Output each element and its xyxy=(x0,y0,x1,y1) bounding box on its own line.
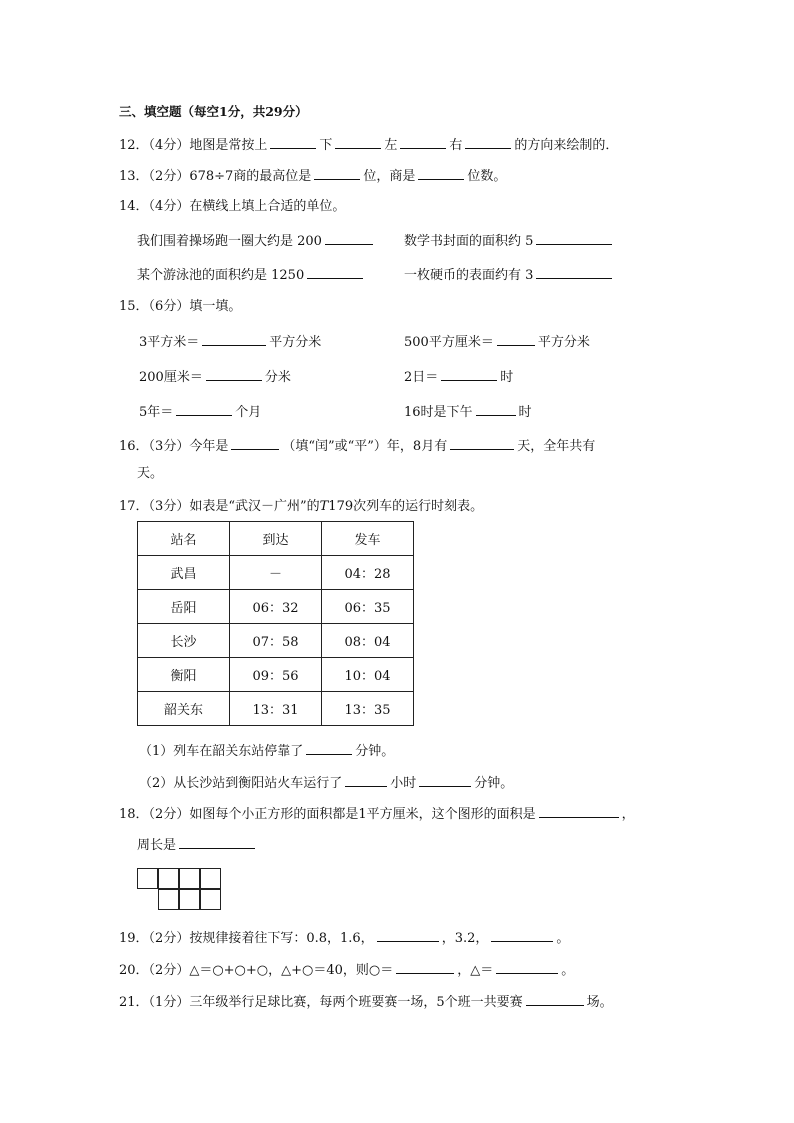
arrival-cell: － xyxy=(230,556,322,590)
answer-blank[interactable] xyxy=(231,437,279,450)
station-cell: 韶关东 xyxy=(138,692,230,726)
q12-text: 左 xyxy=(384,138,398,153)
q16-number: 16． xyxy=(119,439,149,454)
answer-blank[interactable] xyxy=(345,774,387,787)
q14-item-text: 数学书封面的面积约 5 xyxy=(404,234,534,249)
q15-text: 填一填。 xyxy=(189,299,242,314)
answer-blank[interactable] xyxy=(400,136,446,149)
q14-number: 14． xyxy=(119,199,149,214)
q20-text: △＝○+○+○，△+○＝40，则○＝ xyxy=(189,963,394,978)
question-13 xyxy=(119,167,506,185)
q21-score: （1分） xyxy=(148,995,190,1010)
q13-text: 位，商是 xyxy=(363,169,416,184)
q15-text: 平方分米 xyxy=(537,335,590,350)
q15-number: 15． xyxy=(119,299,149,314)
q19-text: 。 xyxy=(556,931,570,946)
header-cell: 站名 xyxy=(138,522,230,556)
q15-text: 5年＝ xyxy=(139,405,174,420)
q14-item xyxy=(404,266,615,284)
answer-blank[interactable] xyxy=(307,266,363,279)
question-14 xyxy=(119,199,345,215)
q12-text: 右 xyxy=(449,138,463,153)
q16-continuation: 天。 xyxy=(137,466,164,481)
table-row xyxy=(138,556,414,590)
q14-item-text: 我们围着操场跑一圈大约是 200 xyxy=(137,234,322,249)
header-cell: 到达 xyxy=(230,522,322,556)
q18-continuation xyxy=(137,836,258,854)
question-15 xyxy=(119,299,241,315)
q20-text: 。 xyxy=(561,963,575,978)
q21-number: 21． xyxy=(119,995,149,1010)
q19-number: 19． xyxy=(119,931,149,946)
q14-item-text: 一枚硬币的表面约有 3 xyxy=(404,268,534,283)
answer-blank[interactable] xyxy=(496,961,558,974)
question-19 xyxy=(119,929,569,947)
answer-blank[interactable] xyxy=(536,232,612,245)
answer-blank[interactable] xyxy=(536,266,612,279)
q17-number: 17． xyxy=(119,499,149,514)
answer-blank[interactable] xyxy=(539,805,619,818)
q17-text: （2）从长沙站到衡阳站火车运行了 xyxy=(139,776,343,791)
q15-text: 时 xyxy=(518,405,532,420)
q15-score: （6分） xyxy=(148,299,190,314)
section-title: 三、填空题（每空1分，共29分） xyxy=(119,104,308,119)
question-21 xyxy=(119,993,613,1011)
q17-text: （1）列车在韶关东站停靠了 xyxy=(139,744,304,759)
q19-score: （2分） xyxy=(148,931,190,946)
q13-text: 位数。 xyxy=(467,169,507,184)
departure-cell: 10：04 xyxy=(322,658,414,692)
q15-text: 2日＝ xyxy=(404,370,439,385)
grid-square xyxy=(158,868,179,889)
q12-number: 12． xyxy=(119,138,149,153)
train-timetable xyxy=(137,521,414,726)
question-20 xyxy=(119,961,574,979)
q15-item xyxy=(139,333,321,351)
q15-text: 3平方米＝ xyxy=(139,335,200,350)
q15-text: 时 xyxy=(500,370,514,385)
q15-item xyxy=(404,333,590,351)
answer-blank[interactable] xyxy=(441,368,497,381)
grid-square xyxy=(200,889,221,910)
q14-item-text: 某个游泳池的面积约是 1250 xyxy=(137,268,305,283)
q13-score: （2分） xyxy=(148,169,190,184)
answer-blank[interactable] xyxy=(419,774,471,787)
station-cell: 岳阳 xyxy=(138,590,230,624)
arrival-cell: 06：32 xyxy=(230,590,322,624)
answer-blank[interactable] xyxy=(335,136,381,149)
q15-item xyxy=(139,368,291,386)
q20-number: 20． xyxy=(119,963,149,978)
q15-item xyxy=(139,403,261,421)
q12-text: 地图是常按上 xyxy=(189,138,268,153)
departure-cell: 08：04 xyxy=(322,624,414,658)
departure-cell: 13：35 xyxy=(322,692,414,726)
q17-text: 分钟。 xyxy=(355,744,395,759)
departure-cell: 06：35 xyxy=(322,590,414,624)
q15-text: 分米 xyxy=(264,370,291,385)
q15-text: 16时是下午 xyxy=(404,405,473,420)
train-code: T xyxy=(319,499,329,514)
answer-blank[interactable] xyxy=(179,836,255,849)
table-row xyxy=(138,624,414,658)
answer-blank[interactable] xyxy=(314,167,360,180)
question-16 xyxy=(119,437,595,455)
answer-blank[interactable] xyxy=(306,742,352,755)
grid-square xyxy=(137,868,158,889)
q17-text: 如表是“武汉－广州”的 xyxy=(189,499,320,514)
grid-square xyxy=(179,868,200,889)
q13-number: 13． xyxy=(119,169,149,184)
q15-text: 200厘米＝ xyxy=(139,370,203,385)
question-12 xyxy=(119,136,618,154)
table-row xyxy=(138,658,414,692)
grid-square xyxy=(179,889,200,910)
grid-square xyxy=(200,868,221,889)
q20-score: （2分） xyxy=(148,963,190,978)
answer-blank[interactable] xyxy=(465,136,511,149)
header-cell: 发车 xyxy=(322,522,414,556)
q18-text: ， xyxy=(621,807,635,822)
q21-text: 场。 xyxy=(586,995,613,1010)
q13-text: 678÷7商的最高位是 xyxy=(189,169,312,184)
question-17 xyxy=(119,499,483,515)
departure-cell: 04：28 xyxy=(322,556,414,590)
answer-blank[interactable] xyxy=(325,232,373,245)
q15-text: 个月 xyxy=(235,405,262,420)
q14-item xyxy=(137,232,376,250)
arrival-cell: 07：58 xyxy=(230,624,322,658)
q16-text: （填“闰”或“平”）年，8月有 xyxy=(282,439,448,454)
q12-text: 的方向来绘制的． xyxy=(514,138,619,153)
answer-blank[interactable] xyxy=(497,333,535,346)
answer-blank[interactable] xyxy=(450,437,514,450)
q16-text: 天，全年共有 xyxy=(517,439,596,454)
q18-text: 如图每个小正方形的面积都是1平方厘米，这个图形的面积是 xyxy=(189,807,536,822)
q16-score: （3分） xyxy=(148,439,190,454)
q15-item xyxy=(404,403,532,421)
answer-blank[interactable] xyxy=(476,403,516,416)
q18-text: 周长是 xyxy=(137,838,177,853)
answer-blank[interactable] xyxy=(206,368,262,381)
arrival-cell: 09：56 xyxy=(230,658,322,692)
q14-item xyxy=(137,266,366,284)
square-grid-figure xyxy=(137,868,223,911)
q18-score: （2分） xyxy=(148,807,190,822)
q17-score: （3分） xyxy=(148,499,190,514)
table-row xyxy=(138,692,414,726)
q20-text: ，△＝ xyxy=(457,963,494,978)
station-cell: 武昌 xyxy=(138,556,230,590)
answer-blank[interactable] xyxy=(176,403,232,416)
answer-blank[interactable] xyxy=(418,167,464,180)
station-cell: 长沙 xyxy=(138,624,230,658)
answer-blank[interactable] xyxy=(377,929,439,942)
station-cell: 衡阳 xyxy=(138,658,230,692)
answer-blank[interactable] xyxy=(270,136,316,149)
q14-text: 在横线上填上合适的单位。 xyxy=(189,199,346,214)
q21-text: 三年级举行足球比赛，每两个班要赛一场，5个班一共要赛 xyxy=(189,995,523,1010)
q19-text: 按规律接着往下写：0.8，1.6， xyxy=(189,931,374,946)
q16-text: 今年是 xyxy=(189,439,229,454)
question-18 xyxy=(119,805,635,823)
q17-subquestion-1 xyxy=(139,742,394,760)
table-header-row xyxy=(138,522,414,556)
q18-number: 18． xyxy=(119,807,149,822)
q15-text: 500平方厘米＝ xyxy=(404,335,494,350)
q19-text: ，3.2， xyxy=(441,931,489,946)
answer-blank[interactable] xyxy=(202,333,266,346)
answer-blank[interactable] xyxy=(526,993,584,1006)
q17-text: 179次列车的运行时刻表。 xyxy=(328,499,484,514)
arrival-cell: 13：31 xyxy=(230,692,322,726)
q17-text: 小时 xyxy=(390,776,417,791)
answer-blank[interactable] xyxy=(491,929,553,942)
q17-text: 分钟。 xyxy=(474,776,514,791)
q17-subquestion-2 xyxy=(139,774,513,792)
q14-item xyxy=(404,232,615,250)
q12-text: 下 xyxy=(319,138,333,153)
q15-text: 平方分米 xyxy=(269,335,322,350)
answer-blank[interactable] xyxy=(396,961,454,974)
table-row xyxy=(138,590,414,624)
grid-square xyxy=(158,889,179,910)
q12-score: （4分） xyxy=(148,138,190,153)
q14-score: （4分） xyxy=(148,199,190,214)
q15-item xyxy=(404,368,513,386)
